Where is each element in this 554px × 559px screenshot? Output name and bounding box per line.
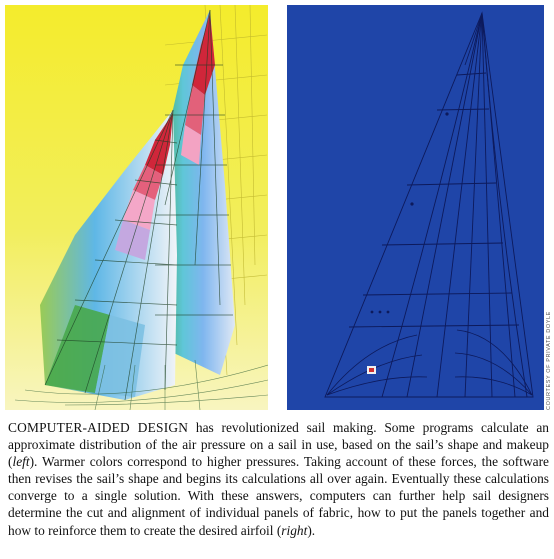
caption-text-3: ). [307, 522, 316, 538]
sail-wireframe-graphic [287, 5, 544, 410]
caption-lead: COMPUTER-AIDED DESIGN [8, 420, 189, 435]
caption-right-ref: right [281, 522, 308, 538]
right-background [287, 5, 544, 410]
logo-icon [367, 366, 376, 374]
sail-panel-figure [287, 5, 544, 410]
caption-left-ref: left [12, 454, 30, 470]
caption-text-2: ). Warmer colors correspond to higher pressures. Taking account of these forces, the software then revises the sail’s shape and begins its calculations all over again. Eventually these calculations converge to a single solution. With these answers, computers can further help sail designers determine the cut and alignment of individual panels of fabric, how to put the panels together and how to reinforce them to create the desired airfoil ( [8, 454, 549, 538]
pressure-plot-graphic [5, 5, 268, 410]
caption-text-1: has revolutionized sail making. Some programs calculate an approximate distribution of the air pressure on a sail in use, based on the sail’s shape and makeup ( [8, 420, 549, 470]
figure-caption [8, 419, 549, 539]
pressure-distribution-figure [5, 5, 268, 410]
